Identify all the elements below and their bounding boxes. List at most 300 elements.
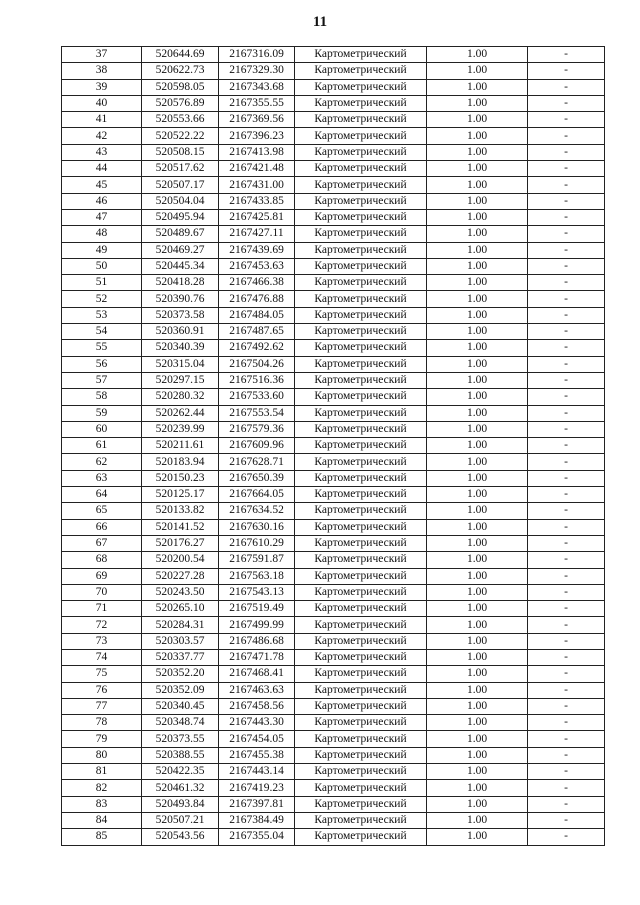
x-coordinate-cell: 520445.34 [142,258,219,274]
description-cell: - [528,193,605,209]
accuracy-cell: 1.00 [427,226,528,242]
description-cell: - [528,698,605,714]
y-coordinate-cell: 2167579.36 [219,421,295,437]
table-row [62,356,605,372]
point-number-cell: 72 [62,617,142,633]
accuracy-cell: 1.00 [427,519,528,535]
description-cell: - [528,764,605,780]
description-cell: - [528,535,605,551]
table-row [62,666,605,682]
y-coordinate-cell: 2167487.65 [219,324,295,340]
table-row [62,161,605,177]
method-cell: Картометрический [295,372,427,388]
point-number-cell: 53 [62,307,142,323]
y-coordinate-cell: 2167453.63 [219,258,295,274]
y-coordinate-cell: 2167316.09 [219,47,295,63]
table-row [62,47,605,63]
table-row [62,454,605,470]
method-cell: Картометрический [295,112,427,128]
y-coordinate-cell: 2167355.55 [219,95,295,111]
method-cell: Картометрический [295,356,427,372]
x-coordinate-cell: 520297.15 [142,372,219,388]
y-coordinate-cell: 2167466.38 [219,275,295,291]
method-cell: Картометрический [295,193,427,209]
description-cell: - [528,79,605,95]
y-coordinate-cell: 2167455.38 [219,747,295,763]
x-coordinate-cell: 520141.52 [142,519,219,535]
description-cell: - [528,307,605,323]
y-coordinate-cell: 2167664.05 [219,487,295,503]
table-row [62,258,605,274]
accuracy-cell: 1.00 [427,829,528,845]
point-number-cell: 55 [62,340,142,356]
accuracy-cell: 1.00 [427,568,528,584]
accuracy-cell: 1.00 [427,161,528,177]
description-cell: - [528,812,605,828]
description-cell: - [528,633,605,649]
table-row [62,112,605,128]
y-coordinate-cell: 2167454.05 [219,731,295,747]
method-cell: Картометрический [295,405,427,421]
y-coordinate-cell: 2167591.87 [219,552,295,568]
point-number-cell: 62 [62,454,142,470]
description-cell: - [528,258,605,274]
table-row [62,633,605,649]
table-row [62,487,605,503]
point-number-cell: 59 [62,405,142,421]
x-coordinate-cell: 520280.32 [142,389,219,405]
y-coordinate-cell: 2167609.96 [219,438,295,454]
y-coordinate-cell: 2167427.11 [219,226,295,242]
y-coordinate-cell: 2167650.39 [219,470,295,486]
y-coordinate-cell: 2167458.56 [219,698,295,714]
accuracy-cell: 1.00 [427,47,528,63]
point-number-cell: 71 [62,601,142,617]
description-cell: - [528,324,605,340]
y-coordinate-cell: 2167329.30 [219,63,295,79]
x-coordinate-cell: 520622.73 [142,63,219,79]
point-number-cell: 48 [62,226,142,242]
point-number-cell: 49 [62,242,142,258]
x-coordinate-cell: 520340.39 [142,340,219,356]
point-number-cell: 75 [62,666,142,682]
y-coordinate-cell: 2167492.62 [219,340,295,356]
x-coordinate-cell: 520239.99 [142,421,219,437]
y-coordinate-cell: 2167486.68 [219,633,295,649]
point-number-cell: 52 [62,291,142,307]
x-coordinate-cell: 520507.21 [142,812,219,828]
y-coordinate-cell: 2167384.49 [219,812,295,828]
accuracy-cell: 1.00 [427,503,528,519]
method-cell: Картометрический [295,47,427,63]
description-cell: - [528,503,605,519]
x-coordinate-cell: 520284.31 [142,617,219,633]
accuracy-cell: 1.00 [427,715,528,731]
description-cell: - [528,209,605,225]
x-coordinate-cell: 520598.05 [142,79,219,95]
y-coordinate-cell: 2167439.69 [219,242,295,258]
x-coordinate-cell: 520303.57 [142,633,219,649]
accuracy-cell: 1.00 [427,79,528,95]
table-row [62,209,605,225]
method-cell: Картометрический [295,209,427,225]
x-coordinate-cell: 520576.89 [142,95,219,111]
table-row [62,405,605,421]
method-cell: Картометрический [295,275,427,291]
accuracy-cell: 1.00 [427,275,528,291]
table-row [62,372,605,388]
accuracy-cell: 1.00 [427,307,528,323]
accuracy-cell: 1.00 [427,764,528,780]
table-row [62,812,605,828]
table-row [62,144,605,160]
y-coordinate-cell: 2167369.56 [219,112,295,128]
description-cell: - [528,421,605,437]
description-cell: - [528,438,605,454]
table-row [62,601,605,617]
x-coordinate-cell: 520553.66 [142,112,219,128]
y-coordinate-cell: 2167634.52 [219,503,295,519]
table-row [62,340,605,356]
x-coordinate-cell: 520262.44 [142,405,219,421]
x-coordinate-cell: 520507.17 [142,177,219,193]
point-number-cell: 42 [62,128,142,144]
description-cell: - [528,405,605,421]
table-row [62,421,605,437]
method-cell: Картометрический [295,421,427,437]
table-row [62,79,605,95]
method-cell: Картометрический [295,535,427,551]
point-number-cell: 66 [62,519,142,535]
point-number-cell: 37 [62,47,142,63]
point-number-cell: 73 [62,633,142,649]
method-cell: Картометрический [295,340,427,356]
table-row [62,535,605,551]
accuracy-cell: 1.00 [427,291,528,307]
table-row [62,731,605,747]
x-coordinate-cell: 520150.23 [142,470,219,486]
x-coordinate-cell: 520125.17 [142,487,219,503]
y-coordinate-cell: 2167563.18 [219,568,295,584]
accuracy-cell: 1.00 [427,731,528,747]
accuracy-cell: 1.00 [427,177,528,193]
x-coordinate-cell: 520243.50 [142,584,219,600]
y-coordinate-cell: 2167553.54 [219,405,295,421]
y-coordinate-cell: 2167471.78 [219,649,295,665]
point-number-cell: 61 [62,438,142,454]
description-cell: - [528,601,605,617]
accuracy-cell: 1.00 [427,747,528,763]
method-cell: Картометрический [295,617,427,633]
method-cell: Картометрический [295,95,427,111]
description-cell: - [528,568,605,584]
point-number-cell: 77 [62,698,142,714]
description-cell: - [528,356,605,372]
accuracy-cell: 1.00 [427,601,528,617]
description-cell: - [528,226,605,242]
x-coordinate-cell: 520183.94 [142,454,219,470]
table-row [62,617,605,633]
point-number-cell: 56 [62,356,142,372]
point-number-cell: 54 [62,324,142,340]
x-coordinate-cell: 520644.69 [142,47,219,63]
method-cell: Картометрический [295,584,427,600]
method-cell: Картометрический [295,812,427,828]
description-cell: - [528,291,605,307]
description-cell: - [528,47,605,63]
y-coordinate-cell: 2167519.49 [219,601,295,617]
accuracy-cell: 1.00 [427,617,528,633]
table-row [62,682,605,698]
table-row [62,649,605,665]
y-coordinate-cell: 2167431.00 [219,177,295,193]
point-number-cell: 44 [62,161,142,177]
y-coordinate-cell: 2167533.60 [219,389,295,405]
point-number-cell: 70 [62,584,142,600]
description-cell: - [528,487,605,503]
table-row [62,95,605,111]
point-number-cell: 78 [62,715,142,731]
table-row [62,307,605,323]
table-row [62,519,605,535]
description-cell: - [528,715,605,731]
method-cell: Картометрический [295,796,427,812]
accuracy-cell: 1.00 [427,324,528,340]
y-coordinate-cell: 2167397.81 [219,796,295,812]
table-row [62,389,605,405]
method-cell: Картометрический [295,682,427,698]
method-cell: Картометрический [295,747,427,763]
description-cell: - [528,389,605,405]
point-number-cell: 65 [62,503,142,519]
x-coordinate-cell: 520390.76 [142,291,219,307]
method-cell: Картометрический [295,829,427,845]
method-cell: Картометрический [295,177,427,193]
table-row [62,796,605,812]
page-number: 11 [312,14,328,30]
x-coordinate-cell: 520522.22 [142,128,219,144]
accuracy-cell: 1.00 [427,535,528,551]
point-number-cell: 41 [62,112,142,128]
table-row [62,552,605,568]
description-cell: - [528,454,605,470]
description-cell: - [528,666,605,682]
point-number-cell: 63 [62,470,142,486]
x-coordinate-cell: 520418.28 [142,275,219,291]
method-cell: Картометрический [295,698,427,714]
accuracy-cell: 1.00 [427,666,528,682]
description-cell: - [528,617,605,633]
x-coordinate-cell: 520352.20 [142,666,219,682]
x-coordinate-cell: 520340.45 [142,698,219,714]
point-number-cell: 58 [62,389,142,405]
coordinates-table-body [62,47,605,846]
point-number-cell: 46 [62,193,142,209]
table-row [62,568,605,584]
x-coordinate-cell: 520517.62 [142,161,219,177]
point-number-cell: 84 [62,812,142,828]
description-cell: - [528,731,605,747]
method-cell: Картометрический [295,568,427,584]
accuracy-cell: 1.00 [427,258,528,274]
method-cell: Картометрический [295,519,427,535]
x-coordinate-cell: 520133.82 [142,503,219,519]
accuracy-cell: 1.00 [427,63,528,79]
x-coordinate-cell: 520337.77 [142,649,219,665]
accuracy-cell: 1.00 [427,454,528,470]
accuracy-cell: 1.00 [427,144,528,160]
x-coordinate-cell: 520504.04 [142,193,219,209]
accuracy-cell: 1.00 [427,340,528,356]
y-coordinate-cell: 2167396.23 [219,128,295,144]
table-row [62,584,605,600]
method-cell: Картометрический [295,242,427,258]
method-cell: Картометрический [295,503,427,519]
accuracy-cell: 1.00 [427,487,528,503]
x-coordinate-cell: 520493.84 [142,796,219,812]
point-number-cell: 81 [62,764,142,780]
point-number-cell: 74 [62,649,142,665]
method-cell: Картометрический [295,649,427,665]
x-coordinate-cell: 520461.32 [142,780,219,796]
point-number-cell: 79 [62,731,142,747]
accuracy-cell: 1.00 [427,421,528,437]
x-coordinate-cell: 520227.28 [142,568,219,584]
point-number-cell: 57 [62,372,142,388]
accuracy-cell: 1.00 [427,584,528,600]
point-number-cell: 83 [62,796,142,812]
y-coordinate-cell: 2167419.23 [219,780,295,796]
table-row [62,747,605,763]
point-number-cell: 82 [62,780,142,796]
description-cell: - [528,340,605,356]
x-coordinate-cell: 520422.35 [142,764,219,780]
point-number-cell: 38 [62,63,142,79]
point-number-cell: 47 [62,209,142,225]
description-cell: - [528,470,605,486]
accuracy-cell: 1.00 [427,389,528,405]
description-cell: - [528,780,605,796]
accuracy-cell: 1.00 [427,209,528,225]
description-cell: - [528,829,605,845]
description-cell: - [528,747,605,763]
accuracy-cell: 1.00 [427,112,528,128]
point-number-cell: 39 [62,79,142,95]
table-row [62,764,605,780]
point-number-cell: 80 [62,747,142,763]
description-cell: - [528,682,605,698]
x-coordinate-cell: 520373.58 [142,307,219,323]
x-coordinate-cell: 520373.55 [142,731,219,747]
method-cell: Картометрический [295,144,427,160]
x-coordinate-cell: 520495.94 [142,209,219,225]
point-number-cell: 50 [62,258,142,274]
table-row [62,128,605,144]
method-cell: Картометрический [295,552,427,568]
coordinates-table [61,46,605,846]
method-cell: Картометрический [295,389,427,405]
accuracy-cell: 1.00 [427,649,528,665]
point-number-cell: 76 [62,682,142,698]
table-row [62,503,605,519]
y-coordinate-cell: 2167630.16 [219,519,295,535]
table-row [62,715,605,731]
description-cell: - [528,128,605,144]
description-cell: - [528,796,605,812]
description-cell: - [528,552,605,568]
y-coordinate-cell: 2167543.13 [219,584,295,600]
point-number-cell: 64 [62,487,142,503]
table-row [62,698,605,714]
accuracy-cell: 1.00 [427,633,528,649]
x-coordinate-cell: 520348.74 [142,715,219,731]
y-coordinate-cell: 2167504.26 [219,356,295,372]
description-cell: - [528,95,605,111]
table-row [62,275,605,291]
method-cell: Картометрический [295,438,427,454]
x-coordinate-cell: 520489.67 [142,226,219,242]
y-coordinate-cell: 2167516.36 [219,372,295,388]
method-cell: Картометрический [295,226,427,242]
table-row [62,829,605,845]
x-coordinate-cell: 520211.61 [142,438,219,454]
accuracy-cell: 1.00 [427,780,528,796]
table-row [62,780,605,796]
table-row [62,193,605,209]
accuracy-cell: 1.00 [427,438,528,454]
y-coordinate-cell: 2167628.71 [219,454,295,470]
point-number-cell: 68 [62,552,142,568]
table-row [62,226,605,242]
table-row [62,242,605,258]
x-coordinate-cell: 520508.15 [142,144,219,160]
description-cell: - [528,161,605,177]
x-coordinate-cell: 520200.54 [142,552,219,568]
method-cell: Картометрический [295,307,427,323]
y-coordinate-cell: 2167476.88 [219,291,295,307]
point-number-cell: 40 [62,95,142,111]
y-coordinate-cell: 2167425.81 [219,209,295,225]
description-cell: - [528,63,605,79]
method-cell: Картометрический [295,161,427,177]
y-coordinate-cell: 2167433.85 [219,193,295,209]
point-number-cell: 69 [62,568,142,584]
point-number-cell: 85 [62,829,142,845]
method-cell: Картометрический [295,324,427,340]
accuracy-cell: 1.00 [427,405,528,421]
x-coordinate-cell: 520352.09 [142,682,219,698]
y-coordinate-cell: 2167610.29 [219,535,295,551]
accuracy-cell: 1.00 [427,470,528,486]
accuracy-cell: 1.00 [427,812,528,828]
method-cell: Картометрический [295,666,427,682]
y-coordinate-cell: 2167468.41 [219,666,295,682]
accuracy-cell: 1.00 [427,552,528,568]
table-row [62,470,605,486]
y-coordinate-cell: 2167343.68 [219,79,295,95]
description-cell: - [528,144,605,160]
method-cell: Картометрический [295,633,427,649]
accuracy-cell: 1.00 [427,372,528,388]
accuracy-cell: 1.00 [427,356,528,372]
x-coordinate-cell: 520469.27 [142,242,219,258]
method-cell: Картометрический [295,764,427,780]
method-cell: Картометрический [295,291,427,307]
accuracy-cell: 1.00 [427,242,528,258]
description-cell: - [528,275,605,291]
table-row [62,63,605,79]
method-cell: Картометрический [295,731,427,747]
